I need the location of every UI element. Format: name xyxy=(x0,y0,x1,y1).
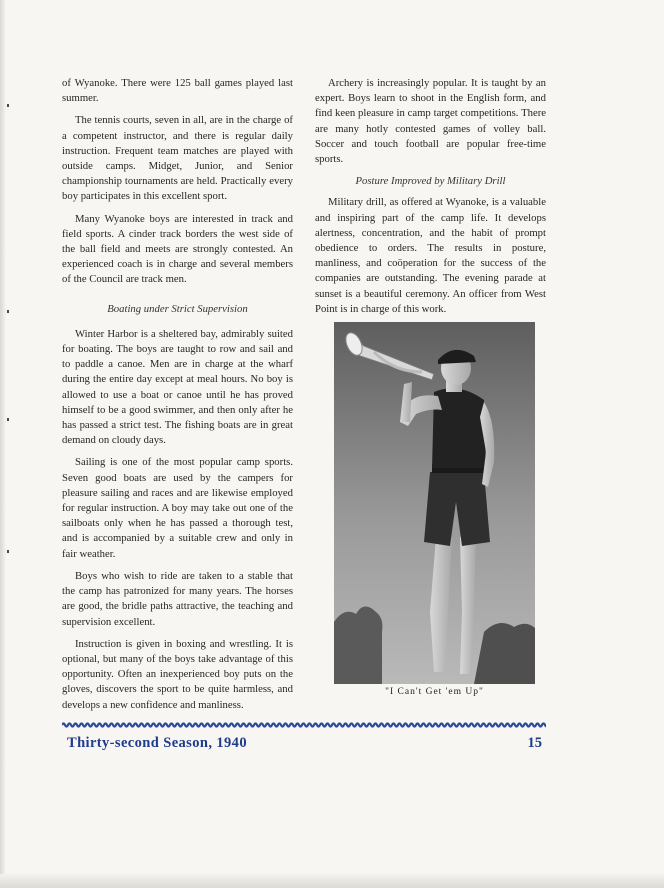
bugler-illustration xyxy=(334,322,535,684)
paragraph: Sailing is one of the most popular camp sports. Seven good boats are used by the campers for pleasure sailing and races and are likewise employed for regular instruction. A boy may take out one of the sailboats only when he has passed a thorough test, and is accompanied by a suitable crew and only in fair weather. xyxy=(62,456,293,560)
photo-caption: "I Can't Get 'em Up" xyxy=(385,687,484,697)
paragraph: Many Wyanoke boys are interested in track and field sports. A cinder track borders the west side of the ball field and meets are strongly contested. An experienced coach is in charge and several members of the Council are track men. xyxy=(62,212,293,286)
paragraph: Boys who wish to ride are taken to a stable that the camp has patronized for many years. The horses are good, the bridle paths attractive, the teaching and supervision excellent. xyxy=(62,569,293,628)
paragraph: The tennis courts, seven in all, are in the charge of a competent instructor, and there is regular daily instruction. Frequent team matches are played with outside camps. Midget, Junior, and Senior championship tournaments are held. Practically every boy participates in this excellent sport. xyxy=(62,114,293,203)
paragraph: Military drill, as offered at Wyanoke, is a valuable and inspiring part of the camp life. It develops alertness, concentration, and the habit of prompt obedience to orders. The results in posture, manliness, and coöperation for the success of the companies are outstanding. The evening parade at sunset is a beautiful ceremony. An officer from West Point is in charge of this work. xyxy=(315,196,546,315)
decorative-wave-rule xyxy=(62,721,546,729)
paragraph: Winter Harbor is a sheltered bay, admirably suited for boating. The boys are taught to row and sail and to paddle a canoe. Men are in charge at the wharf during the entire day except at meal hours. No boy is allowed to use a boat or canoe until he has proved himself to be a good swimmer, and then only after he has passed a strict test. The fishing boats are in great demand on cloudy days. xyxy=(62,327,293,447)
paper-edge xyxy=(0,0,6,888)
right-column xyxy=(315,76,546,324)
page-bottom-edge xyxy=(0,874,664,888)
section-heading: Boating under Strict Supervision xyxy=(107,302,248,315)
page-number: 15 xyxy=(527,735,542,751)
paragraph: Archery is increasingly popular. It is taught by an expert. Boys learn to shoot in the English form, and find keen pleasure in camp target competitions. There are many hotly contested games of volley ball. Soccer and touch football are popular free-time sports. xyxy=(315,77,546,166)
left-column xyxy=(62,76,293,720)
footer-title: Thirty-second Season, 1940 xyxy=(67,735,247,751)
section-heading: Posture Improved by Military Drill xyxy=(355,175,506,188)
paragraph: Instruction is given in boxing and wrestling. It is optional, but many of the boys take advantage of this opportunity. Often an inexperienced boy puts on the gloves, discovers the sport to be quite harmless, and develops a new confidence and manliness. xyxy=(62,637,293,711)
paragraph: of Wyanoke. There were 125 ball games played last summer. xyxy=(62,77,293,105)
bugler-photo xyxy=(334,322,535,684)
